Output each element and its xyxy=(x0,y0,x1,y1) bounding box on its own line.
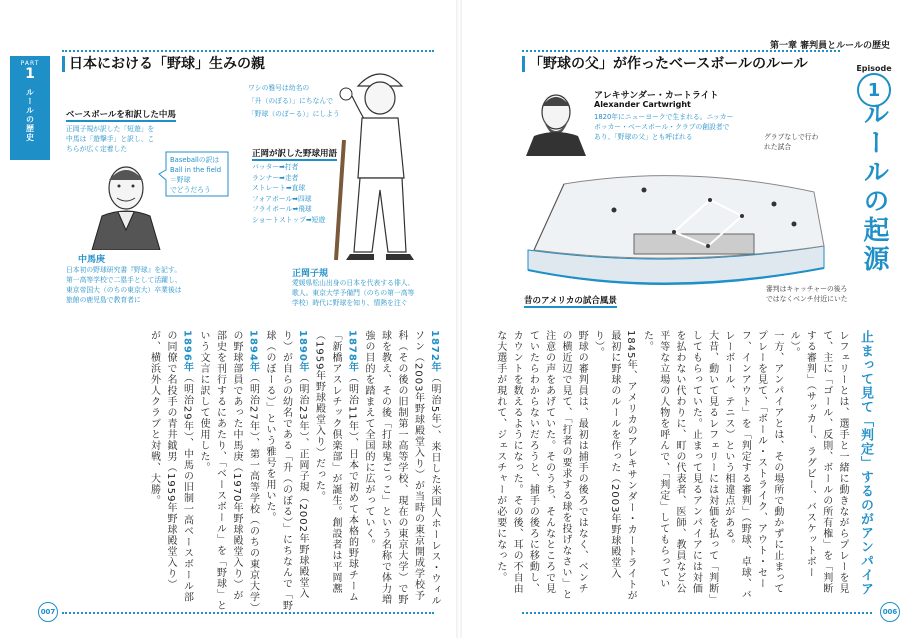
nakaman-note-line: ちらが広く定着した xyxy=(66,145,128,153)
cartwright-portrait-illustration xyxy=(524,86,588,156)
term-item: フライボール➡飛球 xyxy=(252,205,312,213)
illustration-caption: 昔のアメリカの試合風景 xyxy=(524,296,617,306)
running-head: 第一章 審判員とルールの歴史 xyxy=(770,41,890,51)
nakaman-note-line: 中馬は「遊撃手」と訳し、こ xyxy=(66,135,155,143)
nakaman-bio-line: 日本初の野球研究書『野球』を記す。 xyxy=(66,266,182,274)
history-paragraph xyxy=(310,330,360,612)
paragraph-text: （明治5年）、来日した米国人ホーレス・ウィルソン（2003年野球殿堂入り）が当時の東京開成学校予科（その後の旧制第一高等学校、現在の東京大学）で野球を教え、その後「打球鬼ごっこ」という名称で体力増強の目的を踏まえて全国的に広がっていく。 xyxy=(363,330,440,607)
year-label: 1896年 xyxy=(181,330,193,373)
shiki-quote-line: 「升（のぼる）」にちなんで xyxy=(248,97,333,105)
no-gloves-note-line: れた試合 xyxy=(764,143,792,151)
term-item: バッター➡打者 xyxy=(252,163,299,171)
nakaman-bio-line: 第一高等学校で二塁手として活躍し、 xyxy=(66,276,182,284)
bubble-line: でどうだろう xyxy=(170,186,211,194)
shiki-bio-line: 愛媛県松山出身の日本を代表する俳人、 xyxy=(292,279,415,287)
part-tab xyxy=(10,56,50,160)
right-heading: 止まって見て「判定」するのがアンパイア xyxy=(858,330,873,596)
shiki-quote xyxy=(248,82,340,121)
right-section-title: 「野球の父」が作ったベースボールのルール xyxy=(522,56,808,72)
cartwright-name-en: Alexander Cartwright xyxy=(594,100,691,109)
term-item: フォアボール➡四球 xyxy=(252,194,312,203)
dotted-rule-bottom xyxy=(522,612,872,614)
catcher-note-line: 審判はキャッチャーの後ろ xyxy=(766,285,848,293)
part-title: ルールの歴史 xyxy=(25,88,35,142)
subhead-nakaman: ベースボールを和訳した中馬 xyxy=(66,110,176,120)
bubble-line: Baseballの訳は xyxy=(170,156,220,164)
page-gutter xyxy=(456,0,462,638)
catcher-note xyxy=(766,284,848,304)
shiki-name: 正岡子規 xyxy=(292,269,329,279)
cartwright-bio-line: ボッカー・ベースボール・クラブの創設者で xyxy=(594,123,730,131)
nakaman-bio xyxy=(66,265,182,305)
dotted-rule-bottom xyxy=(62,612,434,614)
nakaman-note xyxy=(66,124,154,154)
term-item: ショートストップ➡短遊 xyxy=(252,215,326,224)
cartwright-bio xyxy=(594,112,733,142)
year-label: 1872年 xyxy=(429,330,440,373)
nakaman-bio-line: 東京帝国大（のちの東京大）卒業後は xyxy=(66,286,182,294)
history-paragraph xyxy=(195,330,261,612)
cartwright-bio-line: あり、「野球の父」とも呼ばれる xyxy=(594,133,693,141)
episode-label: Episode xyxy=(856,64,892,73)
history-paragraph xyxy=(261,330,311,612)
year-label: 1878年 xyxy=(346,330,358,373)
shiki-bio xyxy=(292,278,414,308)
left-page-number: 007 xyxy=(38,602,58,622)
part-number: 1 xyxy=(25,66,35,82)
right-body-text xyxy=(494,330,850,602)
nakaman-name: 中馬庚 xyxy=(78,255,106,265)
paragraph-text: （明治23年）、正岡子規（2002年野球殿堂入り）が自らの幼名である「升（のぼる）」にちなんで「野球（のぼーる）」という雅号を用いた。 xyxy=(264,330,308,611)
shiki-player-illustration xyxy=(332,66,428,262)
bubble-line: Ball in the field xyxy=(170,166,222,174)
nakaman-note-line: 正岡子規が訳した「短遊」を xyxy=(66,125,155,133)
body-paragraph: 大昔、動いて見るレフェリーには対価を払って「判断」してもらっていた。止まって見るアンパイアには対価を払わない代わりに、町の代表者、医師、教員など公平等な立場の人物を呼んで、「判定」してもらっていた。 xyxy=(641,330,718,600)
paragraph-text: （明治11年）、日本で初めて本格的野球チーム「新橋アスレチック倶楽部」が誕生。創設者は平岡凞（1959年野球殿堂入り）だった。 xyxy=(313,330,358,603)
dotted-rule xyxy=(62,50,434,52)
dotted-rule xyxy=(522,50,840,52)
term-item: ランナー➡走者 xyxy=(252,173,299,182)
speech-bubble-text xyxy=(170,155,221,195)
chapter-title: ルールの起源 xyxy=(859,100,889,274)
term-item: ストレート➡直球 xyxy=(252,184,306,192)
paragraph-text: （明治27年）、第一高等学校（のちの東京大学）の野球部員であった中馬庚（1970年野球殿堂入り）が部史を刊行するにあたり、「ベースボール」を「野球」という文言に訳して使用した。 xyxy=(198,330,259,611)
paragraph-text: （明治29年）、中馬の旧制一高ベースボール部の同僚で名投手の青井鉞男（1959年野球殿堂入り）が、横浜外人クラブと対戦、大勝。 xyxy=(148,330,193,603)
cartwright-bio-line: 1820年にニューヨークで生まれる。ニッカー xyxy=(594,113,734,121)
history-paragraph xyxy=(145,330,195,612)
shiki-bio-line: 歌人。東京大学予備門（のちの第一高等 xyxy=(292,289,415,297)
left-section-title: 日本における「野球」生みの親 xyxy=(62,56,265,72)
catcher-note-line: ではなくベンチ付近にいた xyxy=(766,295,848,303)
part-label: PART xyxy=(20,60,40,67)
body-paragraph: レフェリーとは、選手と一緒に動きながらプレーを見て、主に「ゴール、反則、ボールの所有権」を「判断する審判」（サッカー、ラグビー、バスケットボール）。 xyxy=(788,330,848,594)
bubble-line: ＝野球 xyxy=(170,176,191,184)
body-paragraph: 1845年、アメリカのアレキサンダー・カートライトが最初に野球のルールを作った（2003年野球殿堂入り）。 xyxy=(592,330,637,602)
year-label: 1890年 xyxy=(297,330,308,373)
body-paragraph: 一方、アンパイアとは、その場所で動かずに止まってプレーを見て、「ボール・ストライク、アウト・セーフ、インアウト」を「判定する審判」（野球、卓球、バレーボール、テニス）という相違点がある。 xyxy=(722,330,783,600)
shiki-quote-line: ワシの雅号は幼名の xyxy=(248,84,310,92)
subhead-terms: 正岡が訳した野球用語 xyxy=(252,149,338,159)
no-gloves-note xyxy=(764,132,818,152)
nakaman-bio-line: 旅館の鹿児島で教育者に xyxy=(66,296,141,304)
nakaman-portrait-illustration xyxy=(84,158,168,250)
old-baseball-field-illustration xyxy=(524,150,840,300)
baseball-terms-list xyxy=(252,162,325,225)
history-paragraph xyxy=(360,330,443,612)
right-page-number: 006 xyxy=(880,602,900,622)
year-label: 1894年 xyxy=(247,330,259,373)
no-gloves-note-line: グラブなしで行わ xyxy=(764,133,819,141)
shiki-bio-line: 学校）時代に野球を知り、情熱を注ぐ xyxy=(292,299,408,307)
left-body-text xyxy=(112,330,442,612)
shiki-quote-line: 「野球（のぼーる）」にしよう xyxy=(248,110,340,118)
cartwright-name: アレキサンダー・カートライト xyxy=(594,91,719,101)
episode-number: 1 xyxy=(857,73,891,107)
body-paragraph: 野球の審判員は、最初は捕手の後ろではなく、ベンチの横近辺で見て、「打者の要求する球を投げなさい」と注意の声をあげていた。そのうち、そんなところで見ていたらわからないだろうと、捕手の後ろに移動し、カウントを数えるようになった。その後、耳の不自由な大選手が現れて、ジェスチャーが必要になった。 xyxy=(494,330,588,600)
